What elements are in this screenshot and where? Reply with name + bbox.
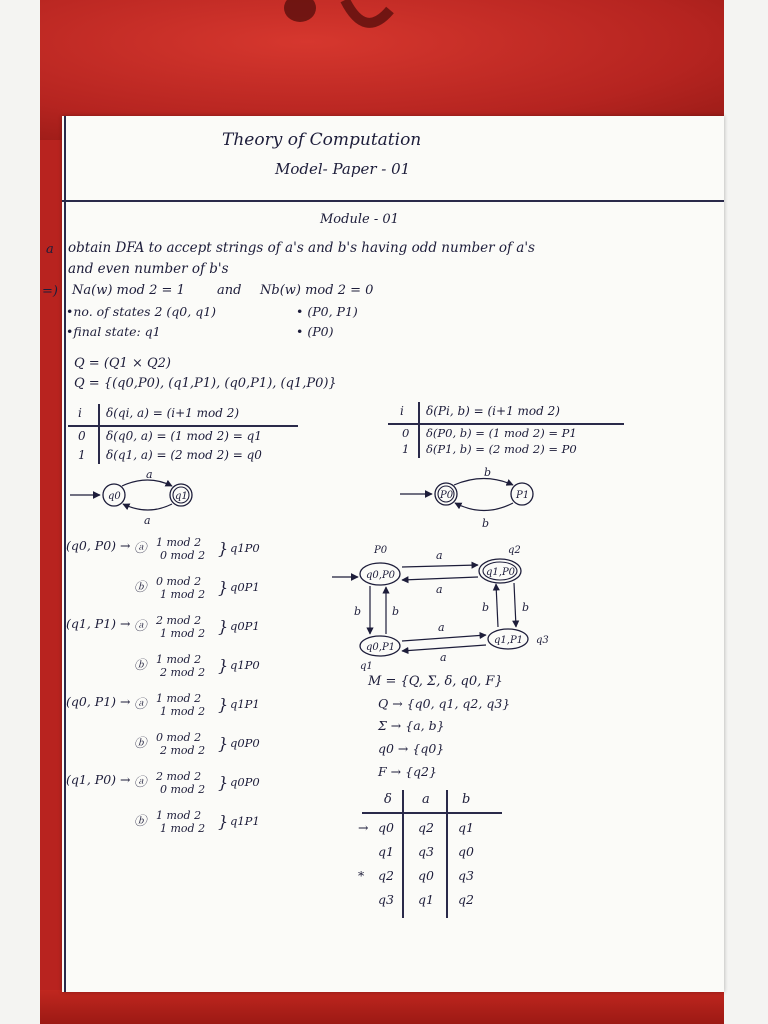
derivation-mod-a: 2 mod 2 (156, 614, 202, 627)
derivation-mod-a: 1 mod 2 (156, 692, 202, 705)
big-dfa-edge-a2 (402, 577, 478, 580)
trans-header-b: b (462, 792, 471, 807)
derivation-symbol: ⓐ (134, 618, 147, 633)
big-dfa-edge-a3 (402, 635, 486, 641)
trans-table-rule (362, 812, 502, 814)
notebook-page (42, 116, 724, 992)
question-line-2: and even number of b's (68, 261, 229, 277)
brace-icon: } (218, 695, 229, 714)
big-dfa-edge-label-a1: a (436, 549, 443, 562)
trans-row-marker: * (358, 868, 365, 883)
derivation-symbol: ⓐ (134, 774, 147, 789)
answer-arrow: =) (42, 284, 58, 299)
dfa-b-edge-bottom (455, 503, 513, 511)
machine-start: q0 → {q0} (378, 741, 445, 756)
dfa-a-label-q0: q0 (108, 491, 121, 502)
dfa-b-label-p0: P0 (440, 490, 454, 501)
derivation-mod-b: 1 mod 2 (160, 822, 206, 835)
dfa-b-label-top: b (484, 466, 492, 479)
page-subtitle: Model- Paper - 01 (275, 160, 411, 178)
big-dfa-label-q0p1: q0,P1 (366, 642, 396, 653)
brace-icon: } (218, 539, 229, 558)
derivation-symbol: ⓑ (134, 813, 147, 828)
table-b-row1-i: 1 (402, 442, 410, 456)
trans-header-delta: δ (384, 792, 392, 807)
derivation-mod-a: 0 mod 2 (156, 731, 202, 744)
derivation-symbol: ⓐ (134, 540, 147, 555)
derivation-mod-b: 0 mod 2 (160, 783, 206, 796)
table-b-row0-i: 0 (402, 426, 410, 440)
brace-icon: } (218, 734, 229, 753)
table-b-row1: δ(P1, b) = (2 mod 2) = P0 (426, 442, 577, 456)
condition-a: Na(w) mod 2 = 1 (72, 283, 185, 298)
derivation-mod-a: 2 mod 2 (156, 770, 202, 783)
trans-cell-a: q3 (418, 844, 434, 859)
derivation-result: q1P1 (230, 814, 260, 828)
derivation-symbol: ⓑ (134, 657, 147, 672)
derivation-result: q1P1 (230, 697, 260, 711)
final-a: •final state: q1 (66, 324, 161, 339)
dfa-b-label-bottom: b (482, 517, 490, 530)
machine-final: F → {q2} (378, 764, 437, 779)
machine-states: Q → {q0, q1, q2, q3} (378, 696, 511, 711)
trans-table-divider-2 (446, 790, 448, 918)
table-b-rule (388, 423, 624, 425)
big-dfa-edge-label-b4: b (522, 601, 530, 614)
big-dfa-edge-label-a3: a (438, 621, 445, 634)
trans-table-divider-1 (402, 790, 404, 918)
big-dfa-edge-label-b2: b (392, 605, 400, 618)
trans-cell-b: q2 (458, 892, 474, 907)
red-background-bottom (0, 990, 768, 1024)
big-dfa-label-q0p0: q0,P0 (366, 570, 396, 581)
table-a-row0: δ(q0, a) = (1 mod 2) = q1 (106, 429, 262, 443)
dfa-a-label-q1: q1 (175, 491, 188, 502)
big-dfa-edge-b4 (514, 583, 516, 627)
derivation-result: q0P1 (230, 580, 260, 594)
trans-cell-a: q0 (418, 868, 434, 883)
module-heading: Module - 01 (320, 212, 399, 227)
table-a-row0-i: 0 (78, 429, 86, 443)
big-dfa-tag-1: q2 (508, 545, 521, 556)
trans-row-state: q0 (378, 820, 394, 835)
derivation-mod-b: 1 mod 2 (160, 588, 206, 601)
dfa-b-label-p1: P1 (516, 490, 530, 501)
big-dfa-tag-3: q3 (536, 635, 549, 646)
derivation-symbol: ⓑ (134, 579, 147, 594)
trans-cell-b: q3 (458, 868, 474, 883)
q-set: Q = {(q0,P0), (q1,P1), (q0,P1), (q1,P0)} (74, 376, 337, 391)
product-dfa-diagram (330, 541, 590, 671)
background-stamp (265, 0, 415, 50)
derivation-symbol: ⓐ (134, 696, 147, 711)
table-b-col-i: i (400, 404, 404, 418)
table-b-divider (418, 402, 420, 458)
derivation-result: q1P0 (230, 541, 260, 555)
big-dfa-edge-label-b1: b (354, 605, 362, 618)
trans-header-a: a (422, 792, 430, 807)
derivation-result: q1P0 (230, 658, 260, 672)
dfa-b-diagram (392, 466, 552, 530)
table-b-row0: δ(P0, b) = (1 mod 2) = P1 (426, 426, 577, 440)
q-definition: Q = (Q1 × Q2) (74, 356, 171, 371)
final-b: • (P0) (296, 324, 334, 339)
derivation-pair: (q1, P1) → (66, 616, 131, 631)
brace-icon: } (218, 617, 229, 636)
derivation-mod-a: 1 mod 2 (156, 809, 202, 822)
trans-row-marker: → (358, 820, 369, 835)
derivation-mod-b: 0 mod 2 (160, 549, 206, 562)
brace-icon: } (218, 656, 229, 675)
big-dfa-label-q1p0: q1,P0 (486, 567, 516, 578)
trans-row-state: q1 (378, 844, 394, 859)
dfa-a-diagram (62, 466, 232, 526)
derivation-mod-b: 2 mod 2 (160, 666, 206, 679)
table-a-row1: δ(q1, a) = (2 mod 2) = q0 (106, 448, 262, 462)
right-margin (724, 0, 768, 1024)
derivation-pair: (q0, P0) → (66, 538, 131, 553)
dfa-b-edge-top (454, 479, 513, 486)
dfa-a-edge-bottom (123, 504, 172, 510)
big-dfa-edge-label-a2: a (436, 583, 443, 596)
table-b-header: δ(Pi, b) = (i+1 mod 2) (426, 404, 560, 418)
question-marker: a (46, 242, 54, 257)
trans-cell-b: q1 (458, 820, 474, 835)
derivation-mod-a: 1 mod 2 (156, 653, 202, 666)
big-dfa-edge-label-a4: a (440, 651, 447, 664)
condition-and: and (217, 283, 242, 298)
derivation-result: q0P0 (230, 736, 260, 750)
big-dfa-tag-2: q1 (360, 661, 373, 671)
derivation-pair: (q1, P0) → (66, 772, 131, 787)
machine-tuple: M = {Q, Σ, δ, q0, F} (368, 674, 503, 689)
table-a-header: δ(qi, a) = (i+1 mod 2) (106, 406, 240, 420)
derivation-mod-b: 2 mod 2 (160, 744, 206, 757)
derivation-symbol: ⓑ (134, 735, 147, 750)
dfa-a-label-top: a (146, 468, 153, 481)
big-dfa-edge-label-b3: b (482, 601, 490, 614)
margin-line (64, 116, 66, 992)
table-a-rule (68, 425, 298, 427)
table-a-row1-i: 1 (78, 448, 86, 462)
derivation-result: q0P1 (230, 619, 260, 633)
question-line-1: obtain DFA to accept strings of a's and b's having odd number of a's (68, 240, 535, 256)
big-dfa-edge-b3 (496, 584, 498, 627)
brace-icon: } (218, 578, 229, 597)
derivation-result: q0P0 (230, 775, 260, 789)
trans-cell-a: q1 (418, 892, 434, 907)
trans-cell-b: q0 (458, 844, 474, 859)
left-margin (0, 0, 40, 1024)
derivation-mod-a: 1 mod 2 (156, 536, 202, 549)
table-a-col-i: i (78, 406, 82, 420)
trans-row-state: q3 (378, 892, 394, 907)
condition-b: Nb(w) mod 2 = 0 (260, 283, 374, 298)
derivation-mod-b: 1 mod 2 (160, 705, 206, 718)
brace-icon: } (218, 773, 229, 792)
derivation-mod-a: 0 mod 2 (156, 575, 202, 588)
dfa-a-label-bottom: a (144, 514, 151, 526)
derivation-mod-b: 1 mod 2 (160, 627, 206, 640)
states-b: • (P0, P1) (296, 304, 358, 319)
table-a-divider (98, 404, 100, 464)
brace-icon: } (218, 812, 229, 831)
trans-cell-a: q2 (418, 820, 434, 835)
header-rule (62, 200, 724, 202)
trans-row-state: q2 (378, 868, 394, 883)
big-dfa-label-q1p1: q1,P1 (494, 635, 524, 646)
states-a: •no. of states 2 (q0, q1) (66, 304, 217, 319)
page-title: Theory of Computation (222, 130, 422, 150)
machine-alphabet: Σ → {a, b} (378, 718, 445, 733)
big-dfa-tag-0: P0 (374, 545, 388, 556)
big-dfa-edge-a1 (402, 565, 478, 567)
derivation-pair: (q0, P1) → (66, 694, 131, 709)
